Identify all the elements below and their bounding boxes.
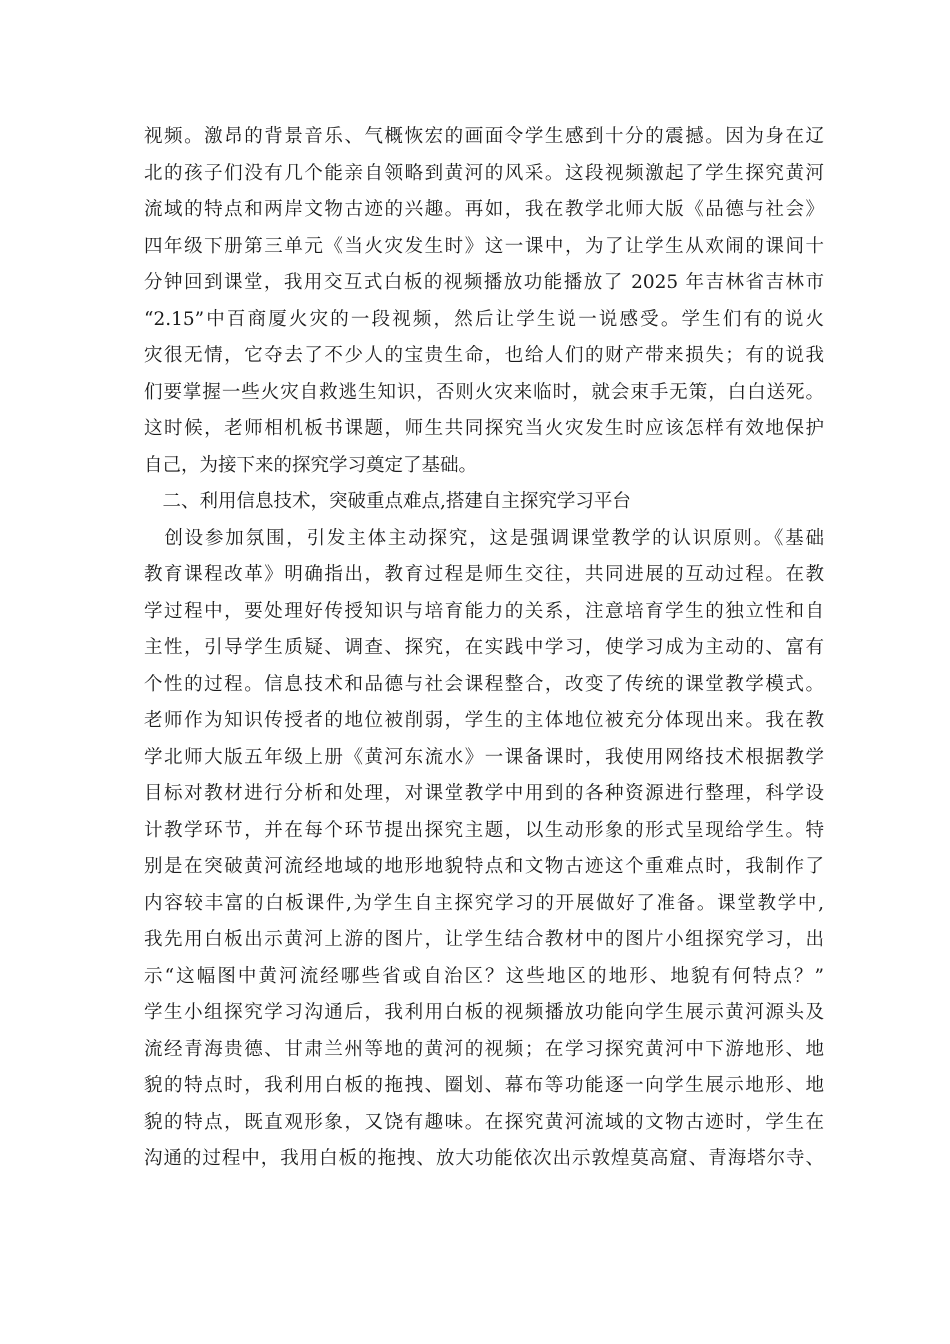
text-line: 自己，为接下来的探究学习奠定了基础。 bbox=[144, 454, 478, 476]
text-line: 我先用白板出示黄河上游的图片，让学生结合教材中的图片小组探究学习，出 bbox=[144, 929, 824, 950]
text-line: 别是在突破黄河流经地域的地形地貌特点和文物古迹这个重难点时，我制作了 bbox=[144, 856, 824, 877]
text-line: “2.15”中百商厦火灾的一段视频，然后让学生说一说感受。学生们有的说火 bbox=[144, 308, 824, 330]
text-line: 沟通的过程中，我用白板的拖拽、放大功能依次出示敦煌莫高窟、青海塔尔寺、 bbox=[144, 1148, 824, 1169]
text-line: 内容较丰富的白板课件,为学生自主探究学习的开展做好了准备。课堂教学中, bbox=[144, 892, 824, 914]
text-line: 貌的特点时，我利用白板的拖拽、圈划、幕布等功能逐一向学生展示地形、地 bbox=[144, 1075, 824, 1096]
text-line: 这时候，老师相机板书课题，师生共同探究当火灾发生时应该怎样有效地保护 bbox=[144, 418, 824, 439]
text-line: 们要掌握一些火灾自救逃生知识，否则火灾来临时，就会束手无策，白白送死。 bbox=[144, 381, 824, 403]
text-line: 貌的特点，既直观形象，又饶有趣味。在探究黄河流域的文物古迹时，学生在 bbox=[144, 1111, 824, 1133]
text-line: 北的孩子们没有几个能亲自领略到黄河的风采。这段视频激起了学生探究黄河 bbox=[144, 162, 824, 184]
text-line: 分钟回到课堂，我用交互式白板的视频播放功能播放了 2025 年吉林省吉林市 bbox=[144, 272, 824, 293]
text-line: 四年级下册第三单元《当火灾发生时》这一课中，为了让学生从欢闹的课间十 bbox=[144, 235, 824, 257]
text-line: 流域的特点和两岸文物古迹的兴趣。再如，我在教学北师大版《品德与社会》 bbox=[144, 199, 824, 220]
text-line: 计教学环节，并在每个环节提出探究主题，以生动形象的形式呈现给学生。特 bbox=[144, 819, 824, 841]
text-line: 个性的过程。信息技术和品德与社会课程整合，改变了传统的课堂教学模式。 bbox=[144, 673, 824, 695]
text-line: 学过程中，要处理好传授知识与培育能力的关系，注意培育学生的独立性和自 bbox=[144, 600, 824, 622]
text-line: 灾很无情，它夺去了不少人的宝贵生命，也给人们的财产带来损失；有的说我 bbox=[144, 345, 824, 366]
text-line: 流经青海贵德、甘肃兰州等地的黄河的视频；在学习探究黄河中下游地形、地 bbox=[144, 1038, 824, 1060]
text-line: 教育课程改革》明确指出，教育过程是师生交往，共同进展的互动过程。在教 bbox=[144, 564, 824, 585]
body-text bbox=[144, 119, 824, 1178]
text-line: 视频。激昂的背景音乐、气概恢宏的画面令学生感到十分的震撼。因为身在辽 bbox=[144, 126, 824, 147]
text-line: 主性，引导学生质疑、调查、探究，在实践中学习，使学习成为主动的、富有 bbox=[144, 637, 824, 658]
text-line: 目标对教材进行分析和处理，对课堂教学中用到的各种资源进行整理，科学设 bbox=[144, 783, 824, 804]
text-line: 学生小组探究学习沟通后，我利用白板的视频播放功能向学生展示黄河源头及 bbox=[144, 1002, 824, 1023]
section-heading: 二、利用信息技术，突破重点难点,搭建自主探究学习平台 bbox=[144, 491, 631, 512]
text-line: 学北师大版五年级上册《黄河东流水》一课备课时，我使用网络技术根据教学 bbox=[144, 746, 824, 768]
text-line: 老师作为知识传授者的地位被削弱，学生的主体地位被充分体现出来。我在教 bbox=[144, 710, 824, 731]
text-line: 创设参加氛围，引发主体主动探究，这是强调课堂教学的认识原则。《基础 bbox=[144, 527, 824, 549]
text-line: 示“这幅图中黄河流经哪些省或自治区？这些地区的地形、地貌有何特点？” bbox=[144, 965, 824, 987]
